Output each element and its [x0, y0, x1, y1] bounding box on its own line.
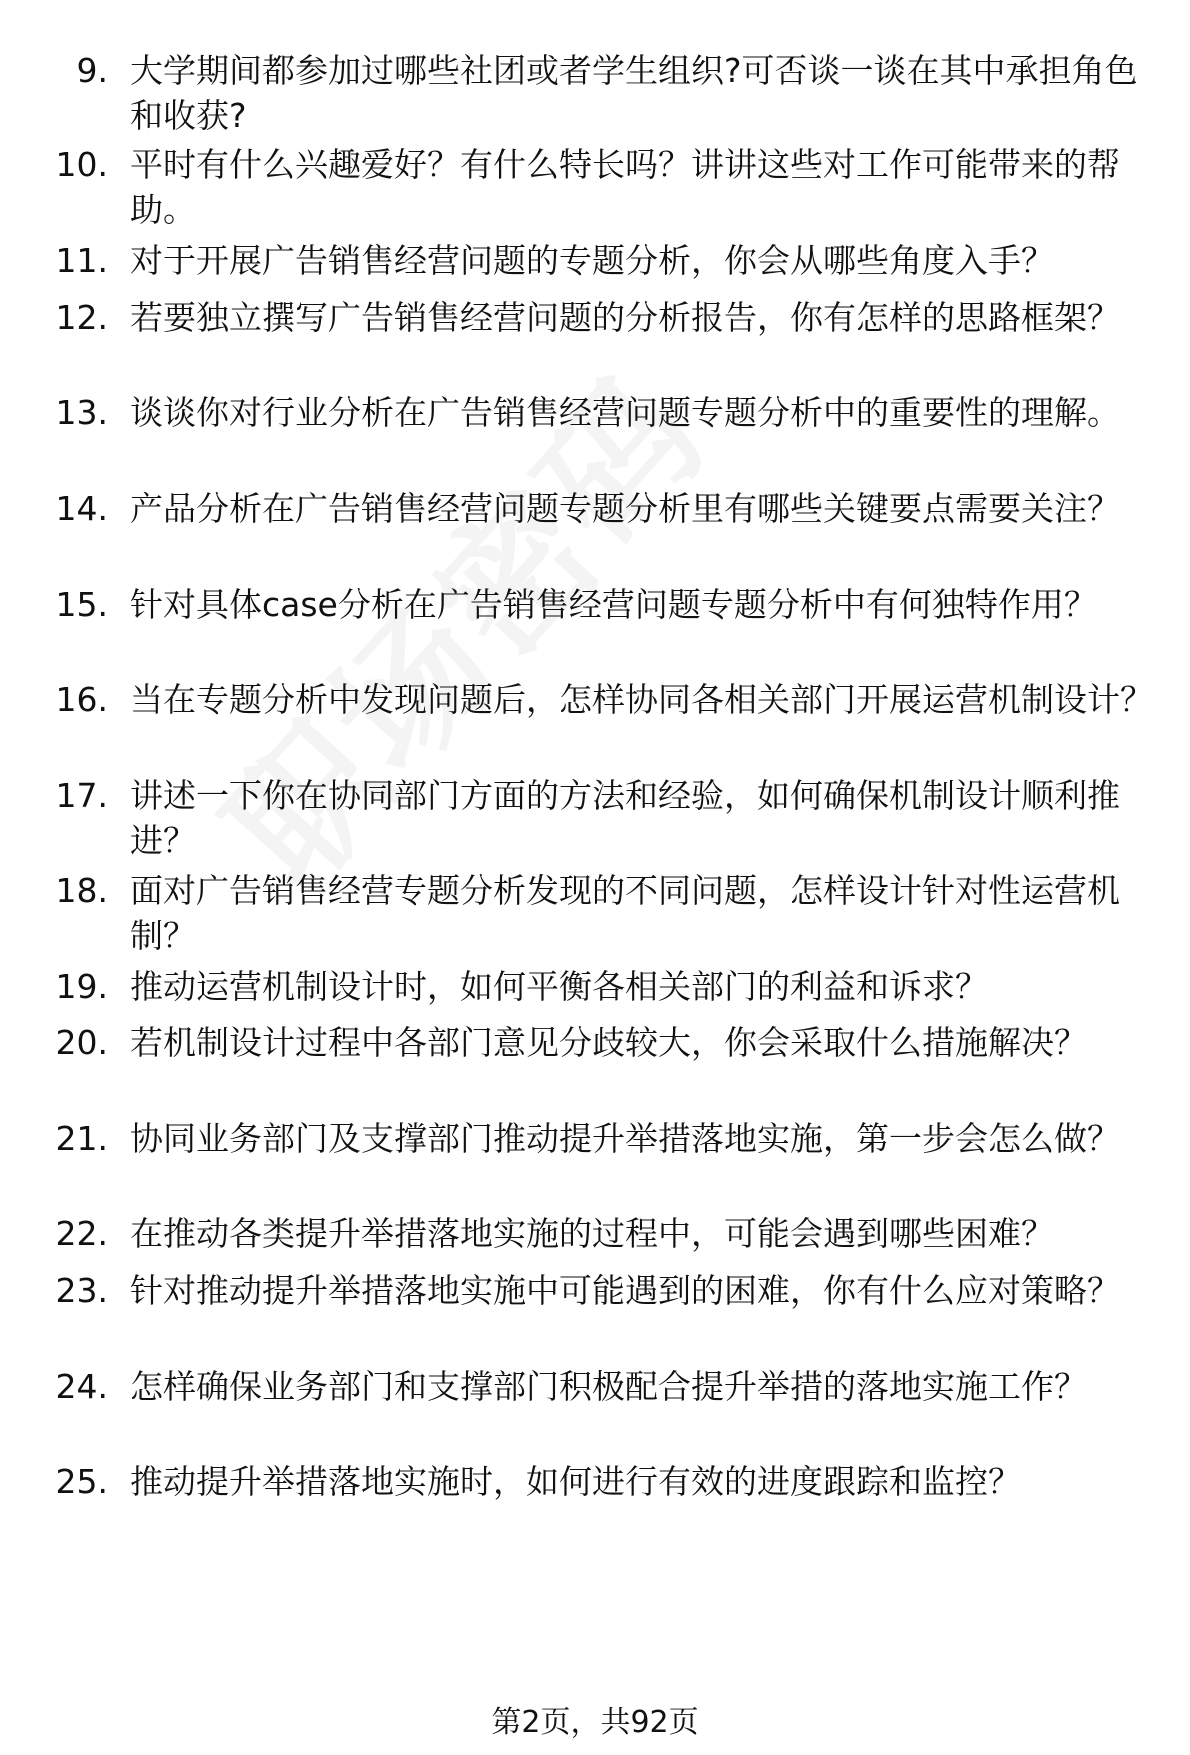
question-text: 大学期间都参加过哪些社团或者学生组织?可否谈一谈在其中承担角色和收获?	[130, 51, 1138, 135]
question-text: 协同业务部门及支撑部门推动提升举措落地实施，第一步会怎么做？	[130, 1119, 1120, 1158]
question-number: 18.	[55, 871, 108, 910]
question-text: 怎样确保业务部门和支撑部门积极配合提升举措的落地实施工作？	[130, 1367, 1087, 1406]
question-text: 面对广告销售经营专题分析发现的不同问题，怎样设计针对性运营机制？	[130, 871, 1120, 955]
question-number: 13.	[55, 393, 108, 432]
question-text: 针对推动提升举措落地实施中可能遇到的困难，你有什么应对策略？	[130, 1271, 1120, 1310]
question-number: 16.	[55, 680, 108, 719]
question-number: 11.	[55, 241, 108, 280]
question-number: 23.	[55, 1271, 108, 1310]
question-text: 若机制设计过程中各部门意见分歧较大，你会采取什么措施解决？	[130, 1023, 1087, 1062]
question-text: 针对具体case分析在广告销售经营问题专题分析中有何独特作用？	[130, 585, 1097, 624]
question-number: 9.	[76, 51, 108, 90]
question-number: 20.	[55, 1023, 108, 1062]
question-number: 12.	[55, 298, 108, 337]
question-text: 讲述一下你在协同部门方面的方法和经验，如何确保机制设计顺利推进？	[130, 776, 1120, 860]
question-number: 19.	[55, 967, 108, 1006]
question-text: 在推动各类提升举措落地实施的过程中，可能会遇到哪些困难？	[130, 1214, 1054, 1253]
question-number: 25.	[55, 1462, 108, 1501]
question-text: 平时有什么兴趣爱好？有什么特长吗？讲讲这些对工作可能带来的帮助。	[130, 145, 1120, 229]
question-text: 若要独立撰写广告销售经营问题的分析报告，你有怎样的思路框架？	[130, 298, 1120, 337]
question-number: 17.	[55, 776, 108, 815]
question-text: 对于开展广告销售经营问题的专题分析，你会从哪些角度入手？	[130, 241, 1054, 280]
question-number: 21.	[55, 1119, 108, 1158]
question-number: 22.	[55, 1214, 108, 1253]
question-text: 当在专题分析中发现问题后，怎样协同各相关部门开展运营机制设计？	[130, 680, 1153, 719]
question-number: 14.	[55, 489, 108, 528]
page-number-footer: 第2页，共92页	[491, 1705, 699, 1740]
question-text: 产品分析在广告销售经营问题专题分析里有哪些关键要点需要关注？	[130, 489, 1120, 528]
question-number: 15.	[55, 585, 108, 624]
question-text: 推动提升举措落地实施时，如何进行有效的进度跟踪和监控？	[130, 1462, 1021, 1501]
question-text: 推动运营机制设计时，如何平衡各相关部门的利益和诉求？	[130, 967, 988, 1006]
question-number: 24.	[55, 1367, 108, 1406]
question-text: 谈谈你对行业分析在广告销售经营问题专题分析中的重要性的理解。	[130, 393, 1120, 432]
question-number: 10.	[55, 145, 108, 184]
